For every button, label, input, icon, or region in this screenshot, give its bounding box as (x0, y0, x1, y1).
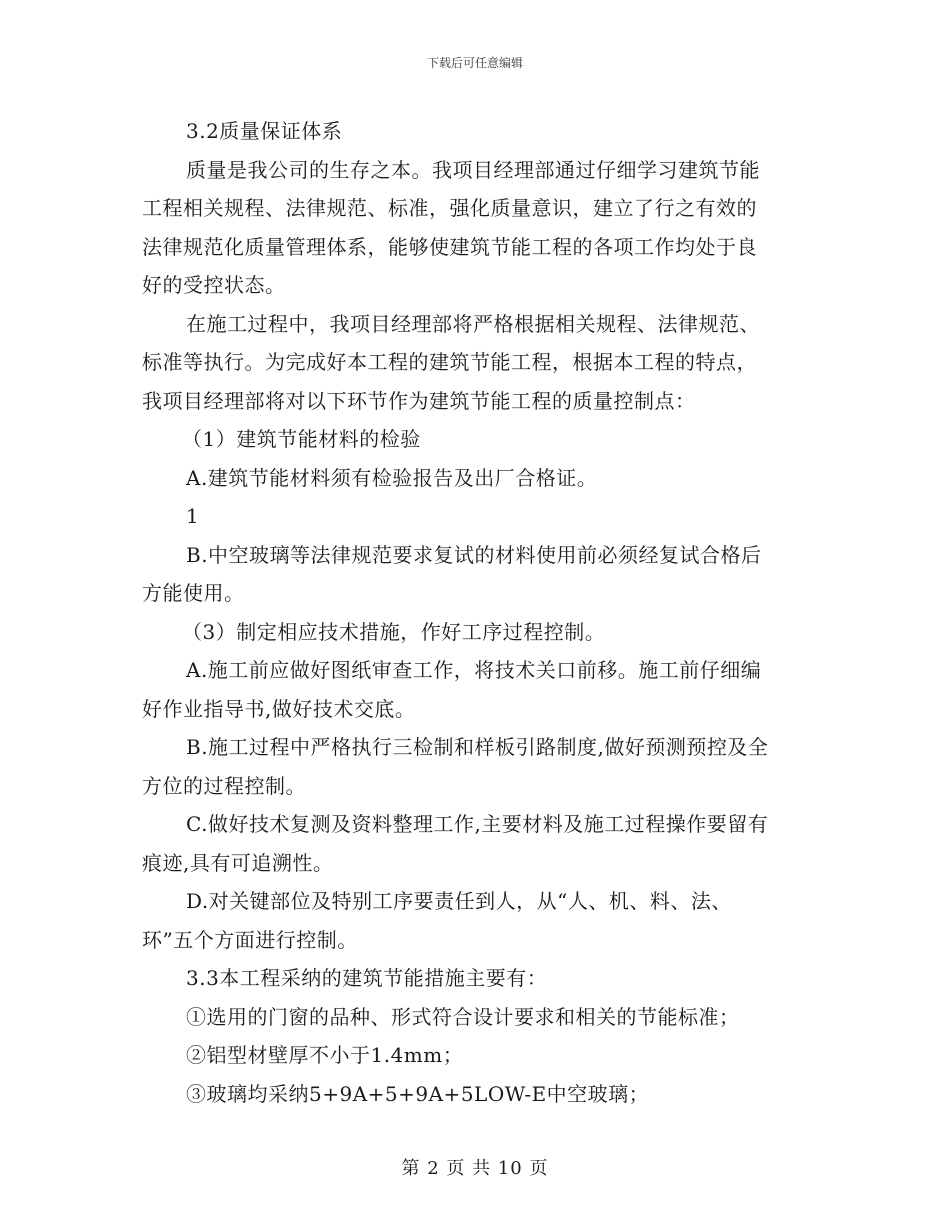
section-heading: 3.3本工程采纳的建筑节能措施主要有： (186, 966, 548, 990)
paragraph-line: 质量是我公司的生存之本。我项目经理部通过仔细学习建筑节能 (186, 157, 760, 182)
paragraph-line: 标准等执行。为完成好本工程的建筑节能工程，根据本工程的特点， (142, 350, 757, 374)
paragraph-line: 在施工过程中，我项目经理部将严格根据相关规程、法律规范、 (186, 311, 760, 336)
section-heading: 3.2质量保证体系 (186, 119, 343, 143)
page-number-footer: 第 2 页 共 10 页 (401, 1158, 549, 1179)
page-header: 下载后可任意编辑 (426, 56, 523, 70)
list-item-continued: 方位的过程控制。 (142, 773, 306, 798)
paragraph-line: 我项目经理部将对以下环节作为建筑节能工程的质量控制点： (142, 388, 696, 413)
paragraph-line: 好的受控状态。 (142, 273, 286, 297)
list-item: D.对关键部位及特别工序要责任到人，从“人、机、料、法、 (186, 889, 732, 913)
list-item: A.建筑节能材料须有检验报告及出厂合格证。 (186, 465, 598, 490)
document-body (142, 112, 808, 1113)
list-heading: （3）制定相应技术措施，作好工序过程控制。 (182, 619, 606, 644)
list-heading: （1）建筑节能材料的检验 (182, 427, 421, 451)
list-item: ②铝型材壁厚不小于1.4mm； (186, 1043, 464, 1067)
list-item: ③玻璃均采纳5+9A+5+9A+5LOW-E中空玻璃； (186, 1081, 650, 1106)
list-item: A.施工前应做好图纸审查工作，将技术关口前移。施工前仔细编 (186, 658, 762, 682)
list-item-continued: 环”五个方面进行控制。 (142, 927, 358, 952)
list-item: B.中空玻璃等法律规范要求复试的材料使用前必须经复试合格后 (186, 542, 762, 567)
list-item-continued: 方能使用。 (142, 581, 245, 605)
inline-number: 1 (186, 504, 200, 528)
list-item: C.做好技术复测及资料整理工作,主要材料及施工过程操作要留有 (186, 812, 769, 836)
list-item-continued: 痕迹,具有可追溯性。 (142, 850, 334, 875)
list-item: ①选用的门窗的品种、形式符合设计要求和相关的节能标准； (186, 1004, 740, 1029)
paragraph-line: 工程相关规程、法律规范、标准，强化质量意识，建立了行之有效的 (142, 196, 757, 220)
paragraph-line: 法律规范化质量管理体系，能够使建筑节能工程的各项工作均处于良 (142, 234, 757, 259)
list-item-continued: 好作业指导书,做好技术交底。 (142, 696, 416, 721)
list-item: B.施工过程中严格执行三检制和样板引路制度,做好预测预控及全 (186, 735, 769, 759)
